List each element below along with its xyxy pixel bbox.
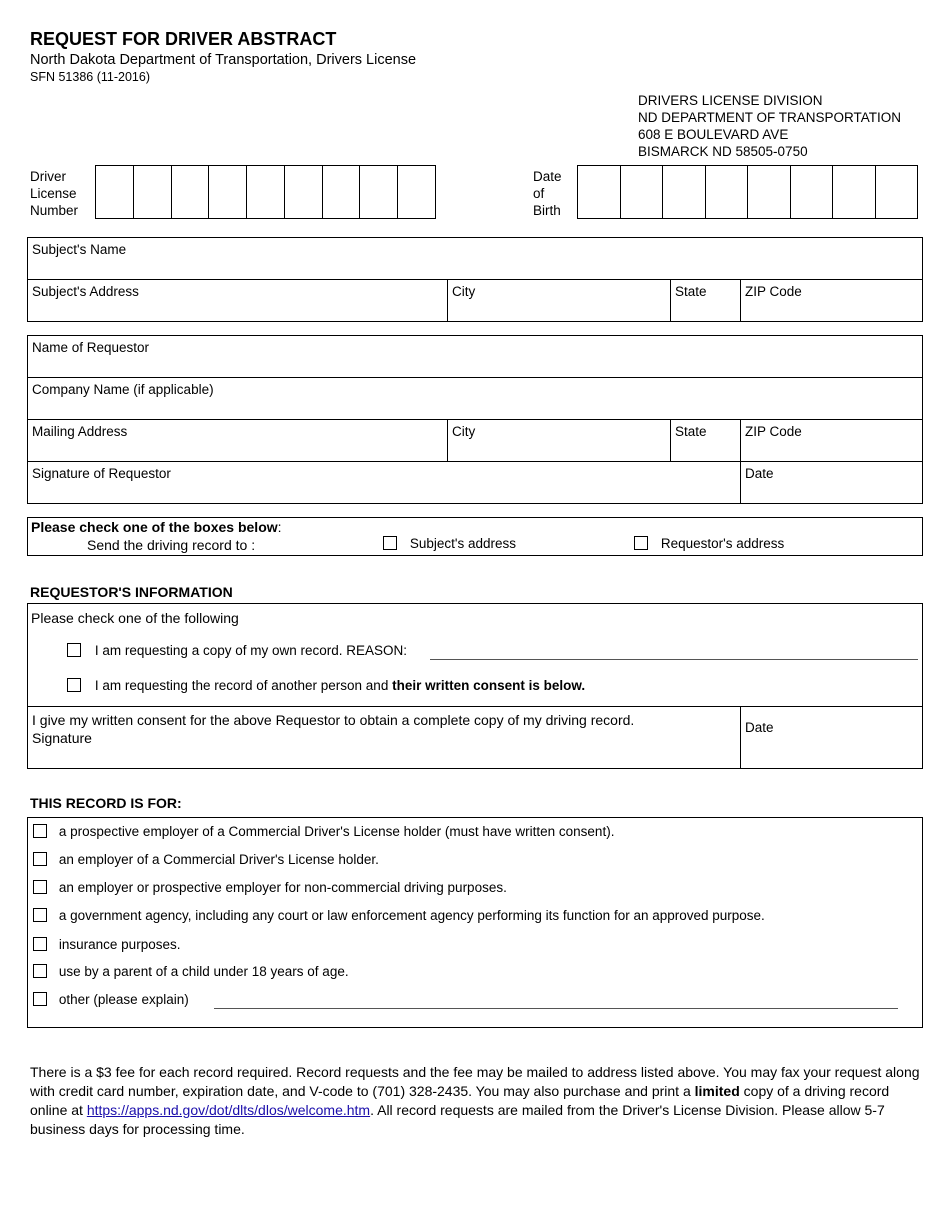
license-digit-box[interactable] <box>360 166 398 218</box>
mailing-address-row <box>28 420 922 462</box>
other-record-label: I am requesting the record of another person and their written consent is below. <box>94 678 586 693</box>
consent-text[interactable]: I give my written consent for the above Requestor to obtain a complete copy of my driving record. Signature <box>32 712 635 746</box>
fee-notice: There is a $3 fee for each record required. Record requests and the fee may be mailed to address listed above. You may fax your request along with credit card number, expiration date, and V-code to (701) 328-2435. You may also purchase and print a limited copy of a driving record online at https://apps.nd.gov/dot/dlts/dlos/welcome.htm. All record requests are mailed from the Driver's License Division. Please allow 5-7 business days for processing time. <box>30 1064 920 1137</box>
checkbox-purpose-1[interactable] <box>33 824 47 838</box>
checkbox-purpose-5[interactable] <box>33 937 47 951</box>
other-explain-line[interactable] <box>214 1008 898 1009</box>
subject-address-row <box>28 280 922 322</box>
subject-zip-field[interactable] <box>740 280 922 322</box>
driver-license-label: Driver License Number <box>30 169 79 218</box>
address-line-1: DRIVERS LICENSE DIVISION <box>638 93 823 108</box>
license-digit-box[interactable] <box>247 166 285 218</box>
requestor-city-label: City <box>452 424 476 439</box>
checkbox-purpose-3[interactable] <box>33 880 47 894</box>
license-digit-box[interactable] <box>209 166 247 218</box>
requestor-info-instruction: Please check one of the following <box>31 610 239 626</box>
requestor-zip-field[interactable] <box>740 420 922 461</box>
requestor-state-label: State <box>675 424 707 439</box>
subject-city-label: City <box>452 284 476 299</box>
checkbox-requestor-address[interactable] <box>634 536 648 550</box>
own-record-label: I am requesting a copy of my own record. REASON: <box>94 643 408 658</box>
subject-name-field[interactable] <box>28 238 922 280</box>
requestor-state-field[interactable] <box>670 420 741 461</box>
subject-section <box>27 237 923 322</box>
checkbox-purpose-other[interactable] <box>33 992 47 1006</box>
send-to-subject-option[interactable] <box>383 535 516 551</box>
subject-state-field[interactable] <box>670 280 741 322</box>
record-purpose-item[interactable]: a government agency, including any court or law enforcement agency performing its function for an approved purpose. <box>33 907 765 923</box>
division-address <box>638 92 901 160</box>
checkbox-purpose-6[interactable] <box>33 964 47 978</box>
send-to-heading: Please check one of the boxes below: <box>31 519 282 535</box>
online-record-link[interactable]: https://apps.nd.gov/dot/dlts/dlos/welcome.htm <box>86 1102 371 1118</box>
record-purpose-item[interactable]: an employer or prospective employer for non-commercial driving purposes. <box>33 879 507 895</box>
address-line-4: BISMARCK ND 58505-0750 <box>638 144 808 159</box>
date-of-birth-label: Date of Birth <box>533 169 562 218</box>
license-digit-box[interactable] <box>172 166 210 218</box>
requestor-zip-label: ZIP Code <box>745 424 802 439</box>
requestor-name-label: Name of Requestor <box>32 340 150 355</box>
consent-row <box>28 706 922 769</box>
subject-state-label: State <box>675 284 707 299</box>
address-line-2: ND DEPARTMENT OF TRANSPORTATION <box>638 110 902 125</box>
record-purpose-item[interactable]: insurance purposes. <box>33 936 180 952</box>
birth-date-digit-box[interactable] <box>578 166 621 218</box>
requestor-info-heading: REQUESTOR'S INFORMATION <box>30 584 233 600</box>
requestor-city-field[interactable] <box>447 420 671 461</box>
requestor-name-field[interactable] <box>28 336 922 378</box>
send-to-requestor-option[interactable] <box>634 535 784 551</box>
send-to-section <box>27 517 923 556</box>
subject-address-option-label: Subject's address <box>409 536 517 551</box>
subject-zip-label: ZIP Code <box>745 284 802 299</box>
record-purpose-item[interactable]: an employer of a Commercial Driver's License holder. <box>33 851 379 867</box>
birth-date-digit-box[interactable] <box>748 166 791 218</box>
consent-signature-label: Signature <box>32 730 92 746</box>
checkbox-purpose-2[interactable] <box>33 852 47 866</box>
birth-date-digit-box[interactable] <box>876 166 918 218</box>
checkbox-purpose-4[interactable] <box>33 908 47 922</box>
company-name-label: Company Name (if applicable) <box>32 382 214 397</box>
license-digit-box[interactable] <box>96 166 134 218</box>
reason-line[interactable] <box>430 659 918 660</box>
form-subtitle: North Dakota Department of Transportation, Drivers License <box>30 52 417 68</box>
record-purpose-item[interactable]: a prospective employer of a Commercial Driver's License holder (must have written consent). <box>33 823 614 839</box>
checkbox-other-record[interactable] <box>67 678 81 692</box>
other-record-option[interactable] <box>67 677 585 693</box>
record-purpose-item[interactable]: use by a parent of a child under 18 years of age. <box>33 963 349 979</box>
driver-license-number-field[interactable] <box>95 165 436 219</box>
record-purpose-item[interactable]: other (please explain) <box>33 991 189 1007</box>
requestor-section <box>27 335 923 504</box>
requestor-date-label: Date <box>745 466 774 481</box>
subject-city-field[interactable] <box>447 280 671 322</box>
company-name-field[interactable] <box>28 378 922 420</box>
license-digit-box[interactable] <box>323 166 361 218</box>
record-for-section <box>27 817 923 1028</box>
own-record-option[interactable] <box>67 642 407 658</box>
consent-date-field[interactable] <box>740 707 922 769</box>
checkbox-own-record[interactable] <box>67 643 81 657</box>
send-to-prompt: Send the driving record to : <box>87 537 256 553</box>
form-number: SFN 51386 (11-2016) <box>30 70 150 84</box>
birth-date-digit-box[interactable] <box>663 166 706 218</box>
subject-address-label[interactable]: Subject's Address <box>32 284 139 299</box>
mailing-address-label[interactable]: Mailing Address <box>32 424 128 439</box>
license-digit-box[interactable] <box>398 166 435 218</box>
form-title: REQUEST FOR DRIVER ABSTRACT <box>30 29 337 49</box>
signature-row <box>28 462 922 504</box>
date-of-birth-field[interactable] <box>577 165 918 219</box>
license-digit-box[interactable] <box>285 166 323 218</box>
requestor-info-section <box>27 603 923 769</box>
requestor-date-field[interactable] <box>740 462 922 504</box>
birth-date-digit-box[interactable] <box>791 166 834 218</box>
birth-date-digit-box[interactable] <box>621 166 664 218</box>
birth-date-digit-box[interactable] <box>706 166 749 218</box>
record-for-heading: THIS RECORD IS FOR: <box>30 795 182 811</box>
license-digit-box[interactable] <box>134 166 172 218</box>
address-line-3: 608 E BOULEVARD AVE <box>638 127 789 142</box>
birth-date-digit-box[interactable] <box>833 166 876 218</box>
requestor-signature-label[interactable]: Signature of Requestor <box>32 466 171 481</box>
subject-name-label: Subject's Name <box>32 242 127 257</box>
consent-date-label: Date <box>745 720 774 735</box>
requestor-address-option-label: Requestor's address <box>660 536 785 551</box>
checkbox-subject-address[interactable] <box>383 536 397 550</box>
